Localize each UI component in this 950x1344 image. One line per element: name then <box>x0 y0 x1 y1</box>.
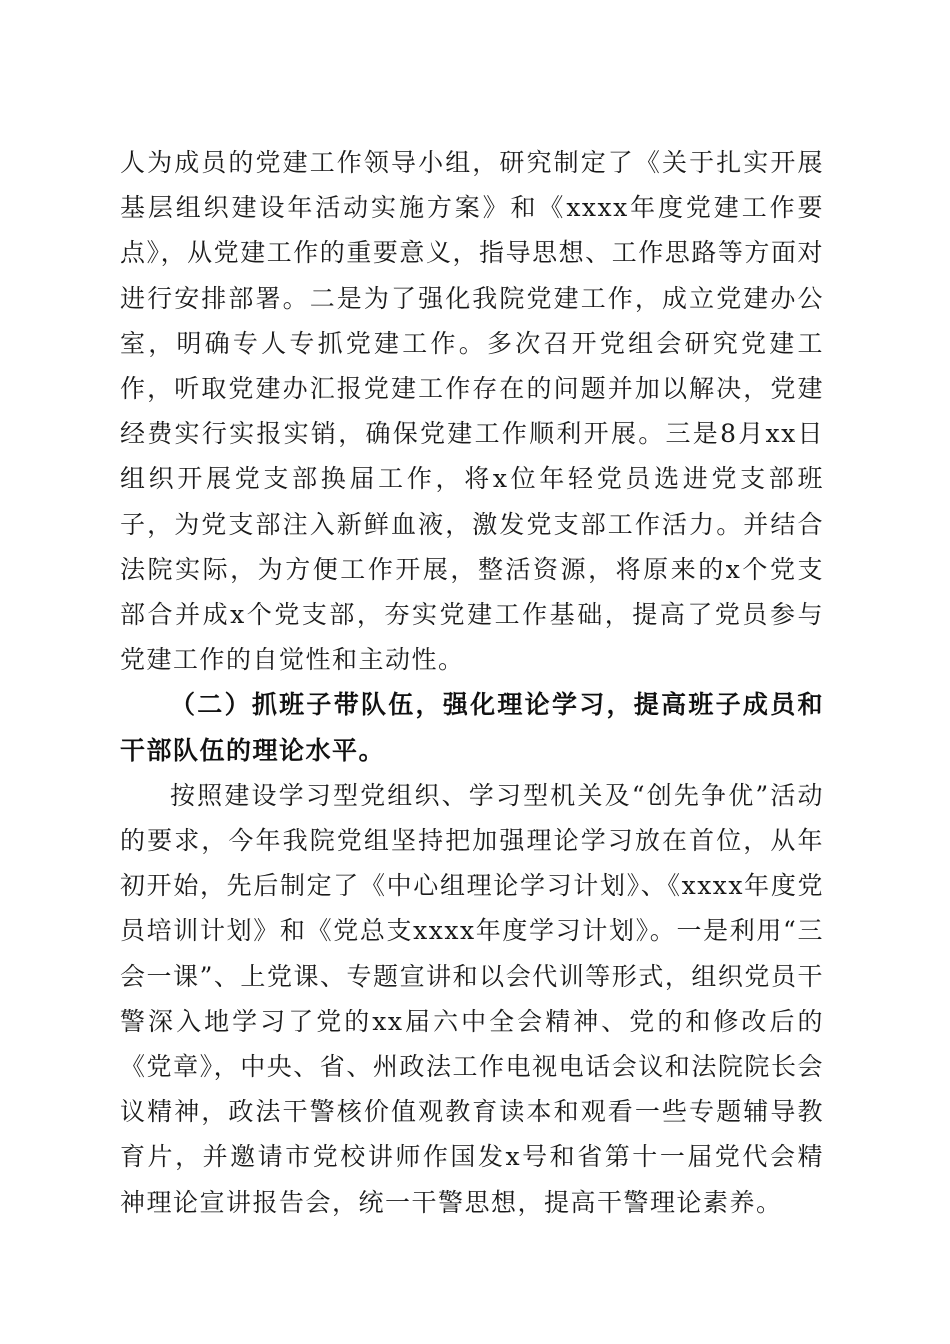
body-paragraph-continued: 人为成员的党建工作领导小组，研究制定了《关于扎实开展基层组织建设年活动实施方案》和《xxxx年度党建工作要点》，从党建工作的重要意义，指导思想、工作思路等方面对进行安排部署。二是为了强化我院党建工作，成立党建办公室，明确专人专抓党建工作。多次召开党组会研究党建工作，听取党建办汇报党建工作存在的问题并加以解决，党建经费实行实报实销，确保党建工作顺利开展。三是8月xx日组织开展党支部换届工作，将x位年轻党员选进党支部班子，为党支部注入新鲜血液，激发党支部工作活力。并结合法院实际，为方便工作开展，整活资源，将原来的x个党支部合并成x个党支部，夯实党建工作基础，提高了党员参与党建工作的自觉性和主动性。 <box>120 148 824 675</box>
body-paragraph-study: 按照建设学习型党组织、学习型机关及“创先争优”活动的要求，今年我院党组坚持把加强理论学习放在首位，从年初开始，先后制定了《中心组理论学习计划》、《xxxx年度党员培训计划》和《党总支xxxx年度学习计划》。一是利用“三会一课”、上党课、专题宣讲和以会代训等形式，组织党员干警深入地学习了党的xx届六中全会精神、党的和修改后的《党章》，中央、省、州政法工作电视电话会议和法院院长会议精神，政法干警核价值观教育读本和观看一些专题辅导教育片，并邀请市党校讲师作国发x号和省第十一届党代会精神理论宣讲报告会，统一干警思想，提高干警理论素养。 <box>120 780 824 1217</box>
document-page <box>120 140 824 1225</box>
section-heading-2: （二）抓班子带队伍，强化理论学习，提高班子成员和干部队伍的理论水平。 <box>120 690 824 765</box>
